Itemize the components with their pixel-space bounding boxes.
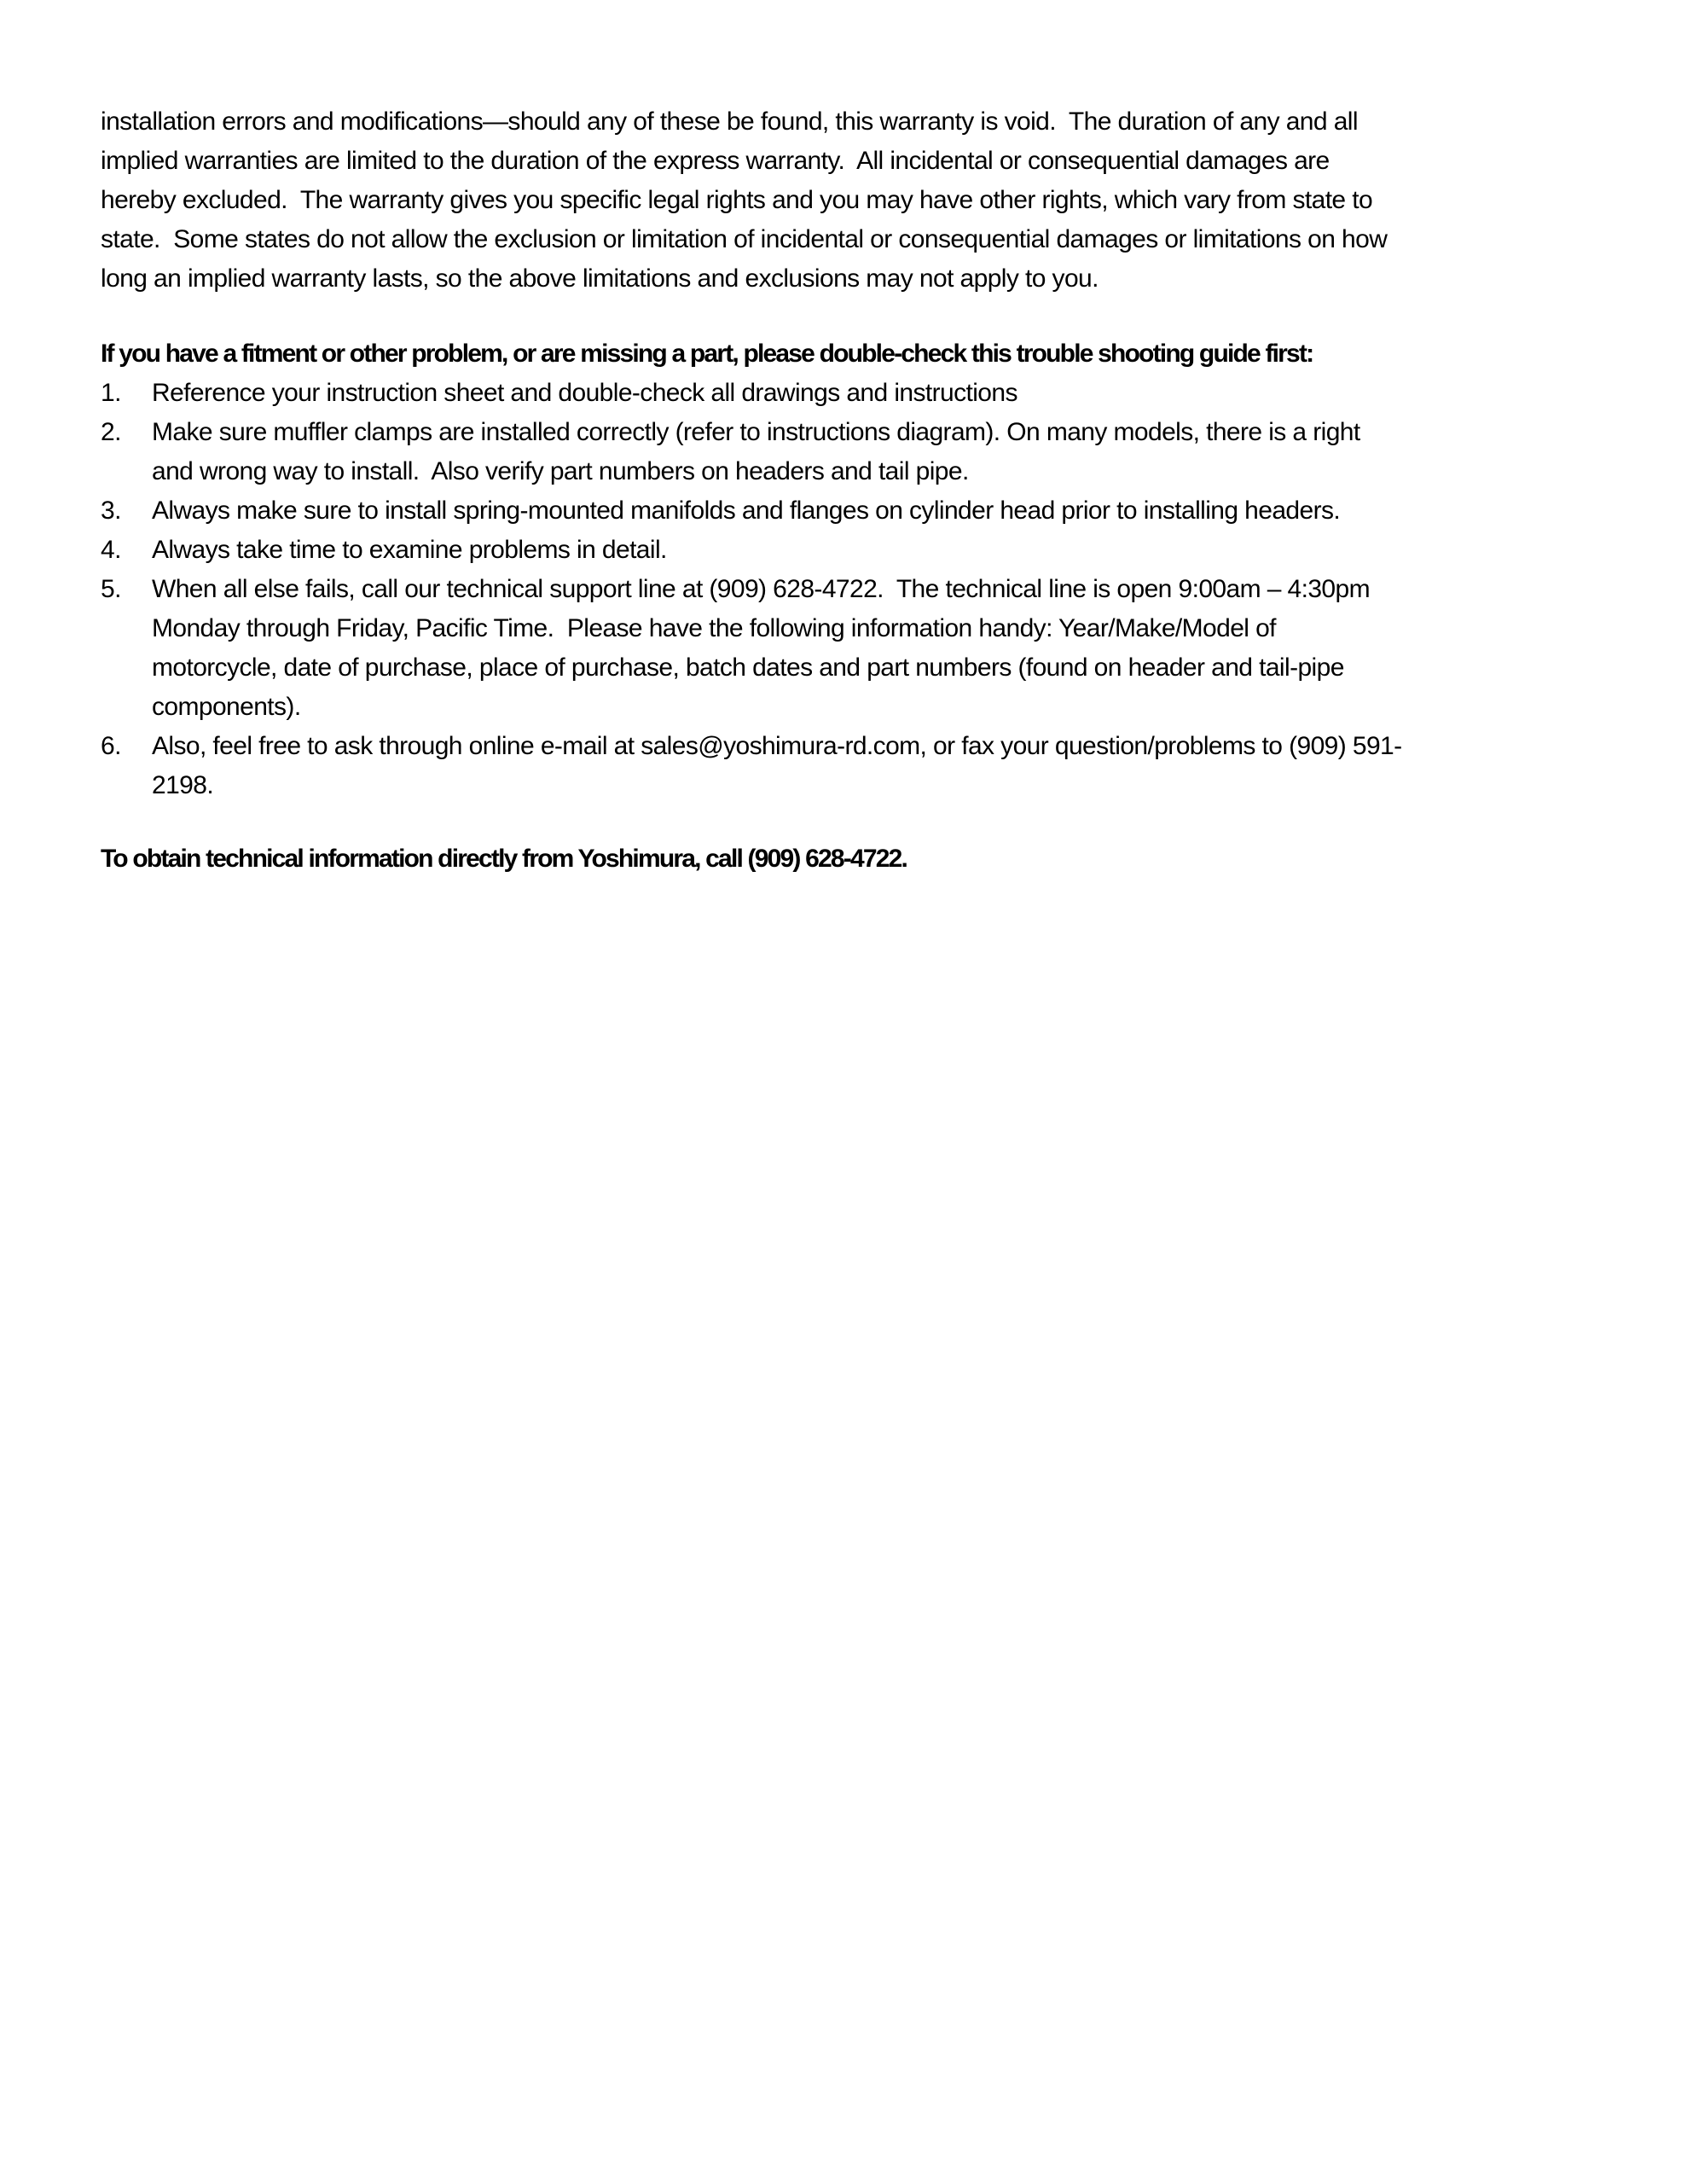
item-line: Monday through Friday, Pacific Time. Please have the following information handy: Year/Make/Model of: [152, 614, 1276, 642]
list-item: [101, 374, 1586, 413]
paragraph-line: state. Some states do not allow the exclusion or limitation of incidental or consequential damages or limitations on how: [101, 225, 1388, 253]
tech-info-line: To obtain technical information directly from Yoshimura, call (909) 628-4722.: [101, 845, 907, 873]
list-item: [101, 413, 1586, 491]
warranty-paragraph: [101, 102, 1586, 299]
troubleshooting-list: [101, 374, 1586, 805]
item-number: 2.: [101, 418, 121, 446]
item-number: 6.: [101, 732, 121, 760]
list-item: [101, 491, 1586, 531]
troubleshooting-heading: If you have a fitment or other problem, or are missing a part, please double-check this trouble shooting guide first:: [101, 340, 1313, 368]
paragraph-line: implied warranties are limited to the duration of the express warranty. All incidental or consequential damages are: [101, 147, 1330, 175]
item-text: [152, 491, 1586, 531]
item-line: Make sure muffler clamps are installed correctly (refer to instructions diagram). On many models, there is a right: [152, 418, 1360, 446]
item-line: 2198.: [152, 771, 214, 799]
item-line: Reference your instruction sheet and double-check all drawings and instructions: [152, 379, 1017, 407]
item-number: 4.: [101, 536, 121, 564]
item-line: and wrong way to install. Also verify part numbers on headers and tail pipe.: [152, 457, 969, 485]
item-text: [152, 570, 1586, 727]
item-line: Also, feel free to ask through online e-mail at sales@yoshimura-rd.com, or fax your question/problems to (909) 591-: [152, 732, 1402, 760]
item-line: motorcycle, date of purchase, place of purchase, batch dates and part numbers (found on header and tail-pipe: [152, 653, 1344, 682]
item-text: [152, 727, 1586, 805]
item-line: Always take time to examine problems in detail.: [152, 536, 667, 564]
paragraph-line: installation errors and modifications—should any of these be found, this warranty is void. The duration of any and all: [101, 107, 1358, 136]
paragraph-line: hereby excluded. The warranty gives you specific legal rights and you may have other rights, which vary from state to: [101, 186, 1373, 214]
item-text: [152, 413, 1586, 491]
item-line: When all else fails, call our technical support line at (909) 628-4722. The technical line is open 9:00am – 4:30pm: [152, 575, 1370, 603]
item-line: Always make sure to install spring-mounted manifolds and flanges on cylinder head prior to installing headers.: [152, 497, 1341, 525]
item-number: 5.: [101, 575, 121, 603]
item-number: 1.: [101, 379, 121, 407]
list-item: [101, 727, 1586, 805]
item-number: 3.: [101, 497, 121, 525]
item-text: [152, 531, 1586, 570]
item-line: components).: [152, 693, 301, 721]
paragraph-line: long an implied warranty lasts, so the above limitations and exclusions may not apply to you.: [101, 264, 1099, 293]
list-item: [101, 570, 1586, 727]
page-content: [101, 102, 1586, 879]
list-item: [101, 531, 1586, 570]
item-text: [152, 374, 1586, 413]
